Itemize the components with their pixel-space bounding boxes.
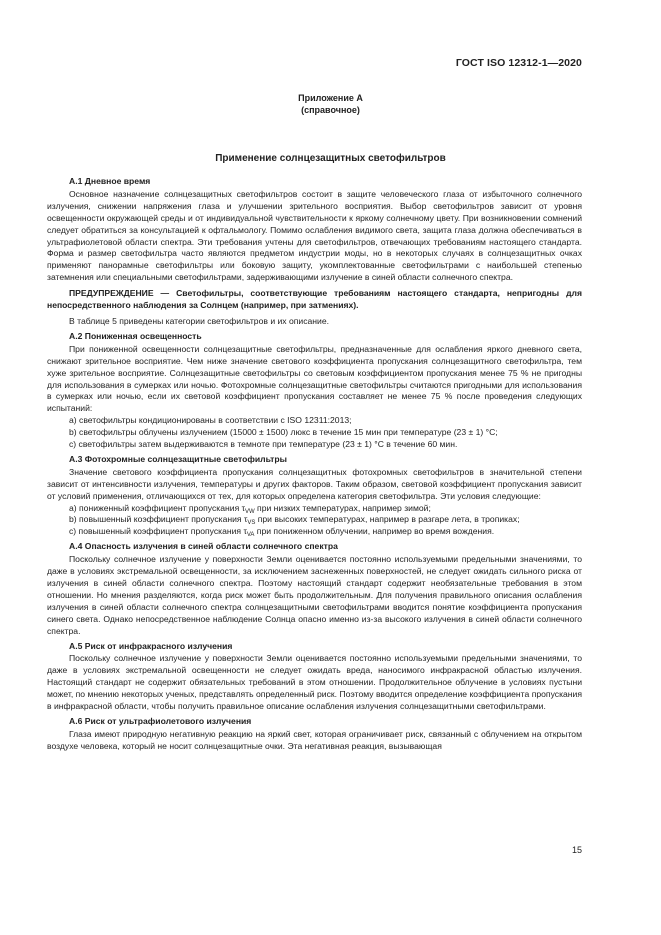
- section-heading-a1: А.1 Дневное время: [69, 176, 151, 186]
- standard-code: ГОСТ ISO 12312-1—2020: [455, 57, 582, 69]
- subscript: VS: [247, 520, 256, 527]
- list-item: а) светофильтры кондиционированы в соответствии с ISO 12311:2013;: [69, 415, 352, 426]
- section-heading-a3: А.3 Фотохромные солнцезащитные светофильтры: [69, 453, 287, 464]
- list-text: b) повышенный коэффициент пропускания τ: [69, 514, 248, 525]
- list-text: при пониженном облучении, например во время вождения.: [254, 526, 495, 537]
- document-body: [47, 173, 582, 753]
- list-text: при низких температурах, например зимой;: [254, 502, 431, 513]
- paragraph: Поскольку солнечное излучение у поверхности Земли оценивается постоянно используемыми предельными значениями, то даже в условиях экстремальной освещенности, за исключением заснеженных поверхностей, не следует ожидать сильного риска от излучения в синей области солнечного спектра. Поэтому настоящий стандарт содержит необязательные требования в этом отношении. Но мнения разделяются, когда риск может быть продолжительным. Для получения правильного описания ослабления излучения в синей области солнечного спектра солнцезащитными светофильтрами вводится понятие коэффициента пропускания синего света. Однако непосредственное наблюдение Солнца опасно именно из-за высокого излучения в синей области солнечного спектра.: [47, 554, 582, 636]
- section-heading-a5: А.5 Риск от инфракрасного излучения: [69, 640, 233, 651]
- list-item: b) светофильтры облучены излучением (15000 ± 1500) люкс в течение 15 мин при температуре (23 ± 1) °С;: [69, 427, 498, 438]
- section-heading-a6: А.6 Риск от ультрафиолетового излучения: [69, 715, 252, 726]
- list-item: [47, 526, 582, 538]
- paragraph: При пониженной освещенности солнцезащитные светофильтры, предназначенные для ослабления яркого дневного света, снижают зрительное восприятие. Чем ниже значение светового коэффициента пропускания солнцезащитного светофильтра, тем хуже зрительное восприятие. Солнцезащитные светофильтры со световым коэффициентом пропускания менее 75 % не пригодны для использования в сумерках или ночью. Фотохромные солнцезащитные светофильтры считаются пригодными для использования в сумерках или ночью, если их световой коэффициент пропускания составляет не менее 75 % после проведения следующих испытаний:: [47, 343, 582, 414]
- page-number: 15: [571, 845, 582, 855]
- list-text: при высоких температурах, например в разгаре лета, в тропиках;: [255, 514, 520, 525]
- subscript: VA: [246, 532, 255, 539]
- table-reference: В таблице 5 приведены категории светофильтров и их описание.: [69, 315, 330, 326]
- list-item: [47, 514, 582, 526]
- list-item: [47, 503, 582, 515]
- warning-text: ПРЕДУПРЕЖДЕНИЕ — Светофильтры, соответствующие требованиям настоящего стандарта, непригодны для непосредственного наблюдения за Солнцем (например, при затмениях).: [47, 288, 582, 311]
- paragraph: Значение светового коэффициента пропускания солнцезащитных фотохромных светофильтров в значительной степени зависит от интенсивности излучения, температуры и других факторов. Таким образом, световой коэффициент пропускания зависит от условий применения, отличающихся от тех, для которых определена категория светофильтра. Эти условия следующие:: [47, 466, 582, 501]
- paragraph: Поскольку солнечное излучение у поверхности Земли оценивается постоянно используемыми предельными значениями, то даже в условиях экстремальной освещенности не следует ожидать вреда, наносимого инфракрасной областью излучения. Настоящий стандарт не содержит обязательных требований в этом отношении. Продолжительное облучение в условиях пустыни может, по мнению некоторых ученых, представлять определенный риск. Поэтому вводится определение коэффициента пропускания в инфракрасной области, чтобы получить правильное описание ослабления излучения солнцезащитными светофильтрами.: [47, 653, 582, 712]
- subscript: VW: [245, 508, 255, 515]
- main-title: Применение солнцезащитных светофильтров: [215, 153, 446, 164]
- paragraph: Основное назначение солнцезащитных светофильтров состоит в защите человеческого глаза от избыточного солнечного излучения, снижении напряжения глаза и улучшении зрительного восприятия. Выбор светофильтров зависит от уровня освещенности окружающей среды и от индивидуальной чувствительности к яркому солнечному цвету. При возникновении сомнений следует обратиться за консультацией к офтальмологу. Помимо ослабления видимого света, защита глаза должна обеспечиваться в ультрафиолетовой области спектра. Эти требования учтены для светофильтров, отвечающих требованиям настоящего стандарта. Форма и размер светофильтра часто являются предметом индустрии моды, но в некоторых случаях в солнцезащитных очках применяют панорамные светофильтры или боковую защиту, укомплектованные светофильтрами с наибольшей степенью затемнения или специальными светофильтрами, задерживающими излучение в синей области солнечного спектра.: [47, 188, 582, 283]
- section-heading-a4: А.4 Опасность излучения в синей области солнечного спектра: [69, 541, 338, 552]
- list-text: с) повышенный коэффициент пропускания τ: [69, 526, 247, 537]
- list-item: с) светофильтры затем выдерживаются в темноте при температуре (23 ± 1) °С в течение 60 мин.: [69, 439, 458, 450]
- annex-label: Приложение А: [298, 93, 363, 103]
- annex-subtitle: (справочное): [301, 104, 360, 115]
- annex-title: [0, 93, 661, 116]
- list-text: а) пониженный коэффициент пропускания τ: [69, 502, 245, 513]
- paragraph: Глаза имеют природную негативную реакцию на яркий свет, которая ограничивает риск, связанный с облучением на открытом воздухе человека, который не носит солнцезащитные очки. Эта негативная реакция, вызывающая: [47, 728, 582, 751]
- section-heading-a2: А.2 Пониженная освещенность: [69, 330, 202, 341]
